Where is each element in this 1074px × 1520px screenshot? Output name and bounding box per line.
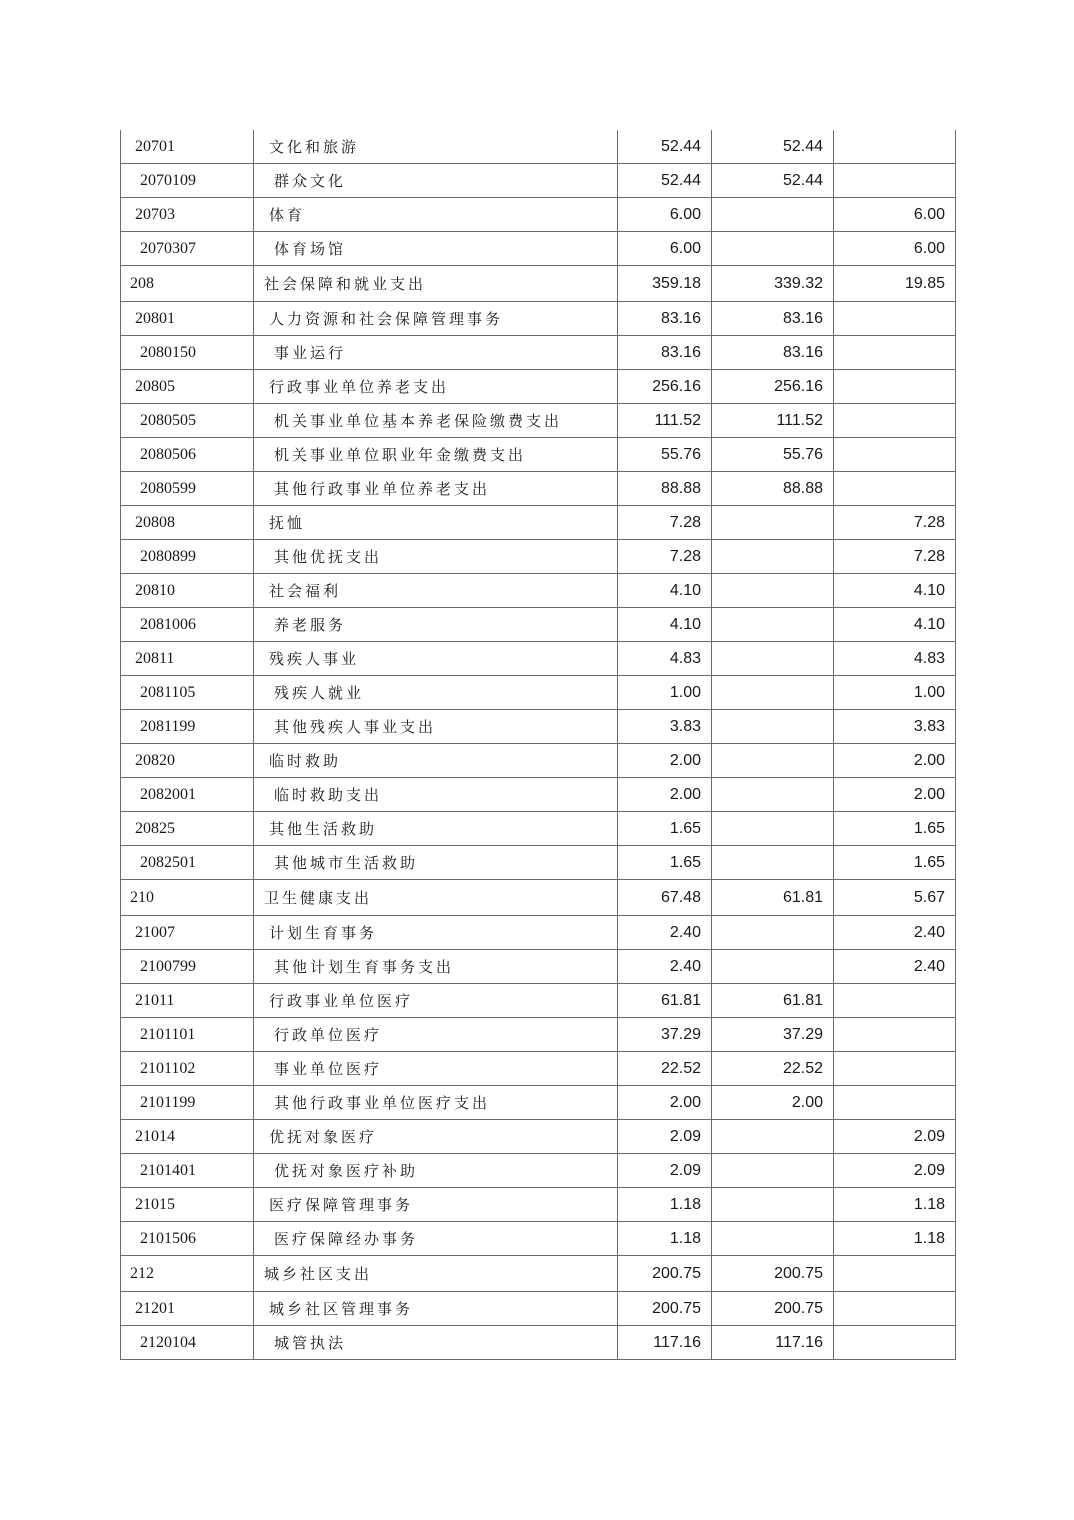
account-code-cell: 2080599 — [121, 472, 254, 506]
project-expenditure-cell — [834, 984, 956, 1018]
account-code-cell: 20820 — [121, 744, 254, 778]
account-code-cell: 20808 — [121, 506, 254, 540]
account-name-cell: 临时救助支出 — [254, 778, 618, 812]
total-amount-cell: 61.81 — [618, 984, 712, 1018]
total-amount-cell: 117.16 — [618, 1326, 712, 1360]
project-expenditure-cell: 1.65 — [834, 812, 956, 846]
basic-expenditure-cell — [712, 506, 834, 540]
basic-expenditure-cell — [712, 574, 834, 608]
account-code-cell: 21015 — [121, 1188, 254, 1222]
account-code-cell: 2120104 — [121, 1326, 254, 1360]
account-code-cell: 20801 — [121, 302, 254, 336]
basic-expenditure-cell — [712, 778, 834, 812]
project-expenditure-cell — [834, 1052, 956, 1086]
account-name-cell: 机关事业单位基本养老保险缴费支出 — [254, 404, 618, 438]
project-expenditure-cell — [834, 404, 956, 438]
basic-expenditure-cell: 339.32 — [712, 266, 834, 302]
table-row — [121, 266, 956, 302]
basic-expenditure-cell: 37.29 — [712, 1018, 834, 1052]
basic-expenditure-cell: 111.52 — [712, 404, 834, 438]
account-name-cell: 医疗保障经办事务 — [254, 1222, 618, 1256]
account-name-cell: 人力资源和社会保障管理事务 — [254, 302, 618, 336]
basic-expenditure-cell — [712, 950, 834, 984]
project-expenditure-cell: 1.65 — [834, 846, 956, 880]
table-row — [121, 1292, 956, 1326]
project-expenditure-cell — [834, 130, 956, 164]
account-code-cell: 20703 — [121, 198, 254, 232]
total-amount-cell: 200.75 — [618, 1292, 712, 1326]
basic-expenditure-cell: 117.16 — [712, 1326, 834, 1360]
project-expenditure-cell — [834, 164, 956, 198]
total-amount-cell: 2.00 — [618, 778, 712, 812]
account-name-cell: 其他生活救助 — [254, 812, 618, 846]
total-amount-cell: 7.28 — [618, 540, 712, 574]
basic-expenditure-cell — [712, 642, 834, 676]
project-expenditure-cell: 4.10 — [834, 608, 956, 642]
total-amount-cell: 3.83 — [618, 710, 712, 744]
budget-expenditure-table — [120, 130, 956, 1360]
account-code-cell: 2080505 — [121, 404, 254, 438]
project-expenditure-cell: 1.18 — [834, 1222, 956, 1256]
basic-expenditure-cell — [712, 1120, 834, 1154]
account-code-cell: 2101199 — [121, 1086, 254, 1120]
table-row — [121, 608, 956, 642]
total-amount-cell: 37.29 — [618, 1018, 712, 1052]
total-amount-cell: 359.18 — [618, 266, 712, 302]
table-row — [121, 540, 956, 574]
project-expenditure-cell: 1.18 — [834, 1188, 956, 1222]
account-name-cell: 其他计划生育事务支出 — [254, 950, 618, 984]
table-row — [121, 676, 956, 710]
account-name-cell: 行政事业单位医疗 — [254, 984, 618, 1018]
account-name-cell: 残疾人就业 — [254, 676, 618, 710]
account-name-cell: 其他行政事业单位医疗支出 — [254, 1086, 618, 1120]
account-name-cell: 事业运行 — [254, 336, 618, 370]
account-name-cell: 其他残疾人事业支出 — [254, 710, 618, 744]
basic-expenditure-cell — [712, 1154, 834, 1188]
total-amount-cell: 83.16 — [618, 302, 712, 336]
project-expenditure-cell: 6.00 — [834, 198, 956, 232]
basic-expenditure-cell — [712, 916, 834, 950]
table-row — [121, 232, 956, 266]
project-expenditure-cell — [834, 1292, 956, 1326]
total-amount-cell: 52.44 — [618, 130, 712, 164]
project-expenditure-cell — [834, 1256, 956, 1292]
basic-expenditure-cell — [712, 676, 834, 710]
account-code-cell: 2070307 — [121, 232, 254, 266]
table-row — [121, 744, 956, 778]
table-row — [121, 984, 956, 1018]
basic-expenditure-cell: 52.44 — [712, 130, 834, 164]
table-row — [121, 1018, 956, 1052]
total-amount-cell: 200.75 — [618, 1256, 712, 1292]
project-expenditure-cell: 2.00 — [834, 778, 956, 812]
basic-expenditure-cell — [712, 1188, 834, 1222]
total-amount-cell: 1.00 — [618, 676, 712, 710]
table-row — [121, 302, 956, 336]
account-code-cell: 210 — [121, 880, 254, 916]
project-expenditure-cell: 4.10 — [834, 574, 956, 608]
account-code-cell: 2081199 — [121, 710, 254, 744]
basic-expenditure-cell: 83.16 — [712, 336, 834, 370]
table-row — [121, 812, 956, 846]
project-expenditure-cell: 3.83 — [834, 710, 956, 744]
account-name-cell: 社会福利 — [254, 574, 618, 608]
total-amount-cell: 6.00 — [618, 232, 712, 266]
account-name-cell: 其他优抚支出 — [254, 540, 618, 574]
account-name-cell: 事业单位医疗 — [254, 1052, 618, 1086]
basic-expenditure-cell: 61.81 — [712, 984, 834, 1018]
project-expenditure-cell: 7.28 — [834, 506, 956, 540]
total-amount-cell: 7.28 — [618, 506, 712, 540]
account-code-cell: 20810 — [121, 574, 254, 608]
account-name-cell: 行政单位医疗 — [254, 1018, 618, 1052]
total-amount-cell: 2.00 — [618, 744, 712, 778]
table-row — [121, 846, 956, 880]
total-amount-cell: 2.00 — [618, 1086, 712, 1120]
table-row — [121, 916, 956, 950]
total-amount-cell: 1.18 — [618, 1222, 712, 1256]
account-name-cell: 优抚对象医疗补助 — [254, 1154, 618, 1188]
account-name-cell: 其他行政事业单位养老支出 — [254, 472, 618, 506]
table-row — [121, 404, 956, 438]
account-code-cell: 212 — [121, 1256, 254, 1292]
account-name-cell: 残疾人事业 — [254, 642, 618, 676]
account-code-cell: 2082001 — [121, 778, 254, 812]
table-row — [121, 880, 956, 916]
total-amount-cell: 111.52 — [618, 404, 712, 438]
basic-expenditure-cell — [712, 608, 834, 642]
table-row — [121, 438, 956, 472]
account-name-cell: 社会保障和就业支出 — [254, 266, 618, 302]
basic-expenditure-cell — [712, 540, 834, 574]
project-expenditure-cell: 4.83 — [834, 642, 956, 676]
account-name-cell: 优抚对象医疗 — [254, 1120, 618, 1154]
table-row — [121, 1188, 956, 1222]
total-amount-cell: 22.52 — [618, 1052, 712, 1086]
project-expenditure-cell — [834, 302, 956, 336]
basic-expenditure-cell: 83.16 — [712, 302, 834, 336]
table-row — [121, 164, 956, 198]
total-amount-cell: 1.65 — [618, 812, 712, 846]
account-code-cell: 208 — [121, 266, 254, 302]
project-expenditure-cell: 6.00 — [834, 232, 956, 266]
account-code-cell: 2101506 — [121, 1222, 254, 1256]
basic-expenditure-cell — [712, 232, 834, 266]
table-body — [121, 130, 956, 1360]
account-code-cell: 20825 — [121, 812, 254, 846]
project-expenditure-cell: 19.85 — [834, 266, 956, 302]
table-row — [121, 574, 956, 608]
account-name-cell: 机关事业单位职业年金缴费支出 — [254, 438, 618, 472]
total-amount-cell: 6.00 — [618, 198, 712, 232]
table-row — [121, 950, 956, 984]
account-name-cell: 计划生育事务 — [254, 916, 618, 950]
total-amount-cell: 1.18 — [618, 1188, 712, 1222]
project-expenditure-cell — [834, 472, 956, 506]
total-amount-cell: 4.10 — [618, 608, 712, 642]
project-expenditure-cell: 2.09 — [834, 1154, 956, 1188]
account-code-cell: 2070109 — [121, 164, 254, 198]
project-expenditure-cell — [834, 1086, 956, 1120]
table-row — [121, 1052, 956, 1086]
account-name-cell: 其他城市生活救助 — [254, 846, 618, 880]
basic-expenditure-cell — [712, 846, 834, 880]
project-expenditure-cell — [834, 1326, 956, 1360]
table-row — [121, 130, 956, 164]
account-name-cell: 行政事业单位养老支出 — [254, 370, 618, 404]
table-row — [121, 1326, 956, 1360]
account-code-cell: 2101102 — [121, 1052, 254, 1086]
basic-expenditure-cell — [712, 744, 834, 778]
account-code-cell: 2100799 — [121, 950, 254, 984]
account-code-cell: 2081006 — [121, 608, 254, 642]
account-code-cell: 2081105 — [121, 676, 254, 710]
account-name-cell: 城乡社区管理事务 — [254, 1292, 618, 1326]
total-amount-cell: 55.76 — [618, 438, 712, 472]
account-code-cell: 2101101 — [121, 1018, 254, 1052]
account-name-cell: 体育场馆 — [254, 232, 618, 266]
table-row — [121, 1120, 956, 1154]
total-amount-cell: 67.48 — [618, 880, 712, 916]
basic-expenditure-cell: 52.44 — [712, 164, 834, 198]
table-row — [121, 370, 956, 404]
basic-expenditure-cell: 22.52 — [712, 1052, 834, 1086]
account-code-cell: 21007 — [121, 916, 254, 950]
basic-expenditure-cell: 200.75 — [712, 1256, 834, 1292]
table-row — [121, 198, 956, 232]
account-code-cell: 2080150 — [121, 336, 254, 370]
table-row — [121, 778, 956, 812]
project-expenditure-cell: 2.09 — [834, 1120, 956, 1154]
basic-expenditure-cell: 2.00 — [712, 1086, 834, 1120]
project-expenditure-cell: 2.40 — [834, 950, 956, 984]
project-expenditure-cell: 5.67 — [834, 880, 956, 916]
table-row — [121, 1086, 956, 1120]
total-amount-cell: 4.83 — [618, 642, 712, 676]
table-row — [121, 472, 956, 506]
project-expenditure-cell — [834, 370, 956, 404]
account-name-cell: 卫生健康支出 — [254, 880, 618, 916]
account-code-cell: 20811 — [121, 642, 254, 676]
account-name-cell: 养老服务 — [254, 608, 618, 642]
project-expenditure-cell: 1.00 — [834, 676, 956, 710]
account-name-cell: 群众文化 — [254, 164, 618, 198]
account-code-cell: 2101401 — [121, 1154, 254, 1188]
account-code-cell: 21011 — [121, 984, 254, 1018]
account-code-cell: 2080506 — [121, 438, 254, 472]
total-amount-cell: 83.16 — [618, 336, 712, 370]
total-amount-cell: 52.44 — [618, 164, 712, 198]
account-name-cell: 临时救助 — [254, 744, 618, 778]
table-row — [121, 1222, 956, 1256]
basic-expenditure-cell — [712, 812, 834, 846]
account-name-cell: 文化和旅游 — [254, 130, 618, 164]
project-expenditure-cell: 2.40 — [834, 916, 956, 950]
project-expenditure-cell — [834, 336, 956, 370]
total-amount-cell: 2.09 — [618, 1120, 712, 1154]
basic-expenditure-cell: 88.88 — [712, 472, 834, 506]
project-expenditure-cell: 7.28 — [834, 540, 956, 574]
account-code-cell: 21014 — [121, 1120, 254, 1154]
account-name-cell: 城管执法 — [254, 1326, 618, 1360]
total-amount-cell: 88.88 — [618, 472, 712, 506]
total-amount-cell: 2.40 — [618, 916, 712, 950]
total-amount-cell: 4.10 — [618, 574, 712, 608]
basic-expenditure-cell: 256.16 — [712, 370, 834, 404]
total-amount-cell: 256.16 — [618, 370, 712, 404]
account-code-cell: 2082501 — [121, 846, 254, 880]
basic-expenditure-cell: 200.75 — [712, 1292, 834, 1326]
project-expenditure-cell — [834, 438, 956, 472]
account-name-cell: 医疗保障管理事务 — [254, 1188, 618, 1222]
project-expenditure-cell — [834, 1018, 956, 1052]
basic-expenditure-cell — [712, 198, 834, 232]
table-row — [121, 336, 956, 370]
account-code-cell: 20805 — [121, 370, 254, 404]
account-code-cell: 21201 — [121, 1292, 254, 1326]
account-code-cell: 2080899 — [121, 540, 254, 574]
account-name-cell: 体育 — [254, 198, 618, 232]
project-expenditure-cell: 2.00 — [834, 744, 956, 778]
basic-expenditure-cell: 61.81 — [712, 880, 834, 916]
table-row — [121, 710, 956, 744]
account-code-cell: 20701 — [121, 130, 254, 164]
total-amount-cell: 2.09 — [618, 1154, 712, 1188]
basic-expenditure-cell: 55.76 — [712, 438, 834, 472]
total-amount-cell: 1.65 — [618, 846, 712, 880]
basic-expenditure-cell — [712, 710, 834, 744]
account-name-cell: 城乡社区支出 — [254, 1256, 618, 1292]
table-row — [121, 1256, 956, 1292]
account-name-cell: 抚恤 — [254, 506, 618, 540]
table-row — [121, 1154, 956, 1188]
table-row — [121, 642, 956, 676]
table-row — [121, 506, 956, 540]
basic-expenditure-cell — [712, 1222, 834, 1256]
total-amount-cell: 2.40 — [618, 950, 712, 984]
